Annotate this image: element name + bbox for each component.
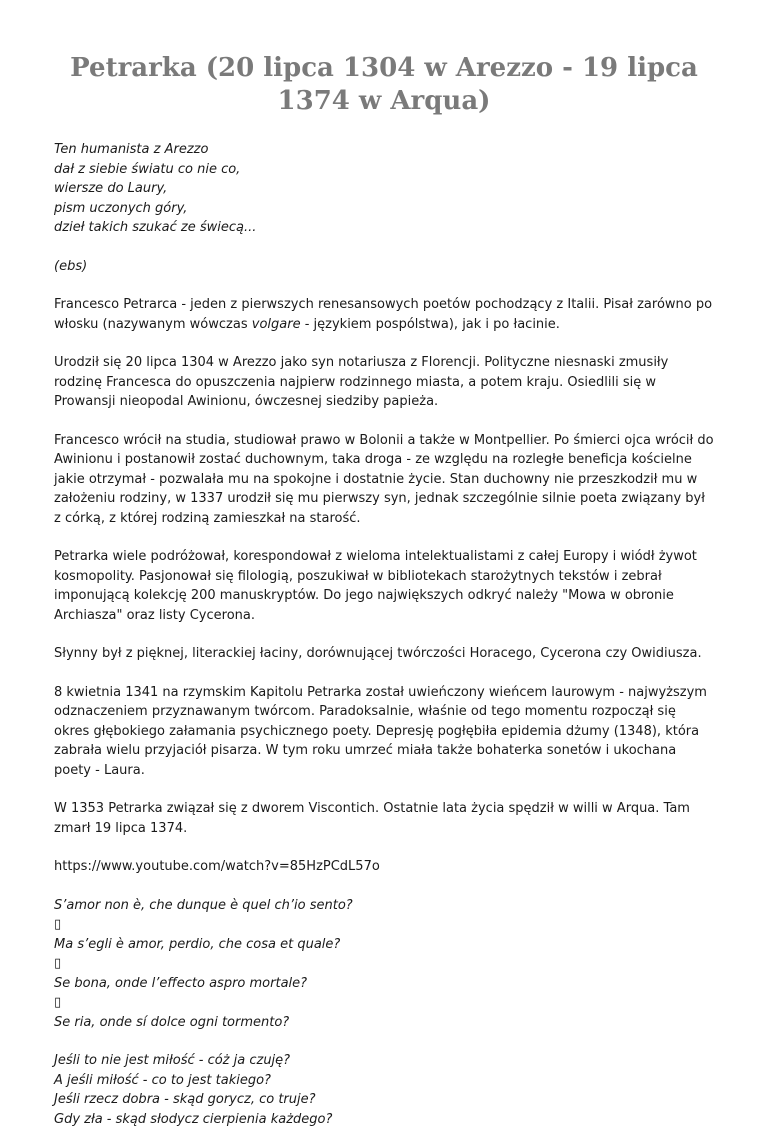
page-title: Petrarka (20 lipca 1304 w Arezzo - 19 lipca 1374 w Arqua) bbox=[54, 52, 714, 118]
epigram bbox=[54, 140, 714, 238]
sonnet-italian-line: S’amor non è, che dunque è quel ch’io sento? bbox=[54, 896, 714, 916]
sonnet-polish-line: A jeśli miłość - co to jest takiego? bbox=[54, 1071, 714, 1091]
missing-glyph-box: ▯ bbox=[54, 915, 62, 935]
sonnet-polish-line: Jeśli rzecz dobra - skąd gorycz, co truje? bbox=[54, 1090, 714, 1110]
epigram-line: wiersze do Laury, bbox=[54, 179, 714, 199]
volgare-term: volgare bbox=[252, 317, 301, 332]
sonnet-italian bbox=[54, 896, 714, 1033]
epigram-line: Ten humanista z Arezzo bbox=[54, 140, 714, 160]
sonnet-italian-line: ▯ Ma s’egli è amor, perdio, che cosa et quale? bbox=[54, 915, 714, 954]
epigram-line: pism uczonych góry, bbox=[54, 199, 714, 219]
video-link[interactable]: https://www.youtube.com/watch?v=85HzPCdL57o bbox=[54, 857, 714, 877]
paragraph-travels: Petrarka wiele podróżował, korespondował z wieloma intelektualistami z całej Europy i wiódł żywot kosmopolity. Pasjonował się filologią, poszukiwał w bibliotekach starożytnych tekstów i zebrał imponującą kolekcję 200 manuskryptów. Do jego największych odkryć należy "Mowa w obronie Archiasza" oraz listy Cycerona. bbox=[54, 547, 714, 625]
paragraph-latin: Słynny był z pięknej, literackiej łaciny, dorównującej twórczości Horacego, Cycerona czy Owidiusza. bbox=[54, 644, 714, 664]
paragraph-visconti: W 1353 Petrarka związał się z dworem Viscontich. Ostatnie lata życia spędził w willi w Arqua. Tam zmarł 19 lipca 1374. bbox=[54, 799, 714, 838]
missing-glyph-box: ▯ bbox=[54, 993, 62, 1013]
sonnet-polish-line: Gdy zła - skąd słodycz cierpienia każdego? bbox=[54, 1110, 714, 1129]
paragraph-studies: Francesco wrócił na studia, studiował prawo w Bolonii a także w Montpellier. Po śmierci ojca wrócił do Awinionu i postanowił zostać duchownym, taka droga - ze względu na rozległe beneficja kościelne jakie otrzymał - pozwalała mu na spokojne i dostatnie życie. Stan duchowny nie przeszkodził mu w założeniu rodziny, w 1337 urodził się mu pierwszy syn, jednak szczególnie silnie poeta związany był z córką, z której rodziną zamieszkał na starość. bbox=[54, 431, 714, 529]
paragraph-intro-text: Francesco Petrarca - jeden z pierwszych renesansowych poetów pochodzący z Italii. Pisał zarówno po włosku (nazywanym wówczas bbox=[54, 297, 712, 332]
sonnet-polish bbox=[54, 1051, 714, 1129]
sonnet-italian-line: ▯ Se ria, onde sí dolce ogni tormento? bbox=[54, 993, 714, 1032]
paragraph-intro-text-end: - językiem pospólstwa), jak i po łacinie. bbox=[301, 317, 560, 332]
epigram-line: dzieł takich szukać ze świecą... bbox=[54, 218, 714, 238]
paragraph-intro bbox=[54, 295, 714, 334]
sonnet-polish-line: Jeśli to nie jest miłość - cóż ja czuję? bbox=[54, 1051, 714, 1071]
paragraph-birth: Urodził się 20 lipca 1304 w Arezzo jako syn notariusza z Florencji. Polityczne niesnaski zmusiły rodzinę Francesca do opuszczenia najpierw rodzinnego miasta, a potem kraju. Osiedlili się w Prowansji nieopodal Awinionu, ówczesnej siedziby papieża. bbox=[54, 353, 714, 412]
paragraph-laurel: 8 kwietnia 1341 na rzymskim Kapitolu Petrarka został uwieńczony wieńcem laurowym - najwyższym odznaczeniem przyznawanym twórcom. Paradoksalnie, właśnie od tego momentu rozpoczął się okres głębokiego załamania psychicznego poety. Depresję pogłębiła epidemia dżumy (1348), która zabrała wielu przyjaciół pisarza. W tym roku umrzeć miała także bohaterka sonetów i ukochana poety - Laura. bbox=[54, 683, 714, 781]
epigram-author: (ebs) bbox=[54, 257, 714, 277]
epigram-line: dał z siebie światu co nie co, bbox=[54, 160, 714, 180]
sonnet-italian-line: ▯ Se bona, onde l’effecto aspro mortale? bbox=[54, 954, 714, 993]
missing-glyph-box: ▯ bbox=[54, 954, 62, 974]
